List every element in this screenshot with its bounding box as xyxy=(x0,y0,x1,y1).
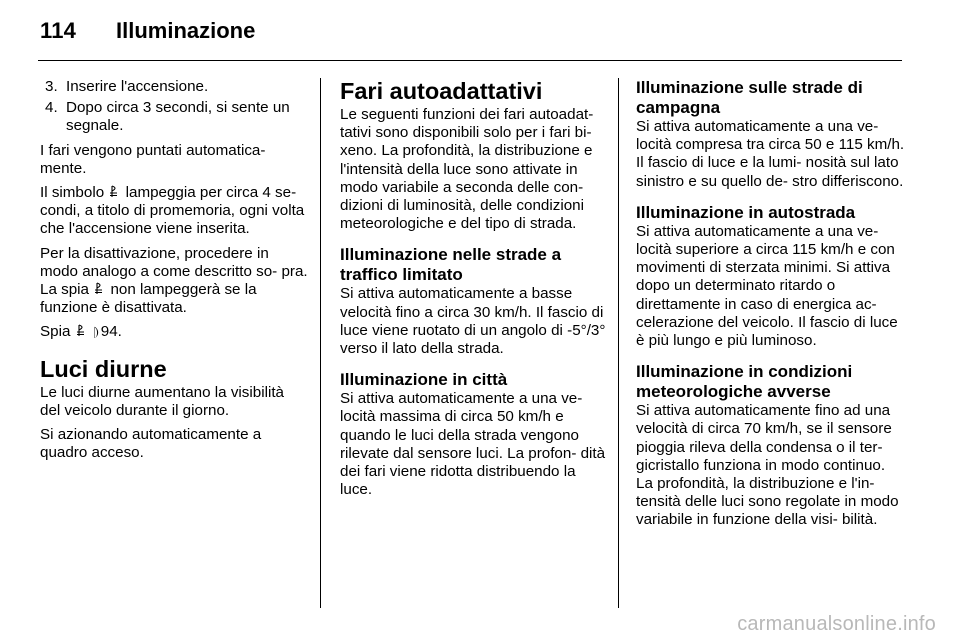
headlight-warning-icon xyxy=(109,185,120,198)
page-number: 114 xyxy=(40,18,77,43)
step-number: 3. xyxy=(45,78,58,95)
step-text: Dopo circa 3 secondi, si sente un segnale. xyxy=(66,99,290,135)
column-1 xyxy=(40,78,308,468)
subsection-heading: Illuminazione in autostrada xyxy=(636,202,856,222)
subsection-heading: Illuminazione nelle strade a traffico limitato xyxy=(340,245,562,285)
page-title: Illuminazione xyxy=(116,18,256,43)
subsection-heading: Illuminazione in condizioni meteorologiche avverse xyxy=(636,362,853,402)
text-span: Per la disattivazione, procedere in modo analogo a come descritto so- pra. La spia xyxy=(40,244,308,299)
steps-list xyxy=(40,78,308,136)
text-span: Spia xyxy=(40,323,71,341)
headlight-warning-icon xyxy=(76,324,87,337)
paragraph: Si attiva automaticamente fino ad una velocità di circa 70 km/h, se il sensore pioggia rileva della condensa o il ter- gicristallo funziona in modo continuo. La profondità, la distribuzione e l'in- tensità delle luci sono regolate in modo variabile in funzione della visi- bilità. xyxy=(636,402,899,529)
paragraph: Le seguenti funzioni dei fari autoadat- tativi sono disponibili solo per i fari bi- xeno. La profondità, la distribuzione e l'intensità della luce sono attivate in modo variabile a seconda delle con- dizioni di luminosità, delle condizioni meteorologiche e del tipo di strada. xyxy=(340,106,594,233)
text-span: non lampeggerà se la funzione è disattivata. xyxy=(40,281,257,317)
paragraph: Si attiva automaticamente a una ve- locità superiore a circa 115 km/h e con movimenti di sterzata minimi. Si attiva dopo un determinato ritardo o direttamente in caso di energica ac- celerazione del veicolo. Il fascio di luce è più lungo e più luminoso. xyxy=(636,222,898,350)
paragraph: Si attiva automaticamente a una ve- locità compresa tra circa 50 e 115 km/h. Il fascio di luce e la lumi- nosità sul lato sinistro e su quello de- stro differiscono. xyxy=(636,118,905,190)
paragraph xyxy=(40,323,308,341)
page-header xyxy=(0,0,960,62)
list-item xyxy=(40,99,308,135)
column-2 xyxy=(340,78,610,505)
text-span: Il simbolo xyxy=(40,184,105,202)
watermark: carmanualsonline.info xyxy=(737,613,936,635)
section-heading: Luci diurne xyxy=(40,355,167,382)
step-number: 4. xyxy=(45,99,58,117)
paragraph: Si azionando automaticamente a quadro acceso. xyxy=(40,426,262,462)
subsection-heading: Illuminazione in città xyxy=(340,370,508,390)
header-rule xyxy=(38,60,902,61)
paragraph xyxy=(40,184,308,239)
page-reference-icon: ⦈ xyxy=(93,324,99,340)
paragraph: Si attiva automaticamente a una ve- locità massima di circa 50 km/h e quando le luci della strada vengono rilevate dal sensore luci. La profon- dità dei fari viene ridotta distribuendo la luce. xyxy=(340,390,606,499)
text-span: lampeggia per circa 4 se- condi, a titolo di promemoria, ogni volta che l'accensione viene inserita. xyxy=(40,184,305,238)
list-item xyxy=(40,78,308,96)
paragraph: Le luci diurne aumentano la visibilità del veicolo durante il giorno. xyxy=(40,383,284,419)
page-reference-link[interactable]: 94. xyxy=(100,323,122,341)
paragraph: Si attiva automaticamente a basse velocità fino a circa 30 km/h. Il fascio di luce viene ruotato di un angolo di -5°/3° verso il lato della strada. xyxy=(340,285,606,358)
paragraph: I fari vengono puntati automatica- mente. xyxy=(40,141,266,177)
column-divider-1 xyxy=(320,78,321,608)
column-divider-2 xyxy=(618,78,619,608)
headlight-warning-icon xyxy=(94,282,105,295)
section-heading: Fari autoadattativi xyxy=(340,78,543,104)
step-text: Inserire l'accensione. xyxy=(66,78,209,95)
subsection-heading: Illuminazione sulle strade di campagna xyxy=(636,78,863,117)
column-3 xyxy=(636,78,906,536)
paragraph xyxy=(40,245,308,318)
